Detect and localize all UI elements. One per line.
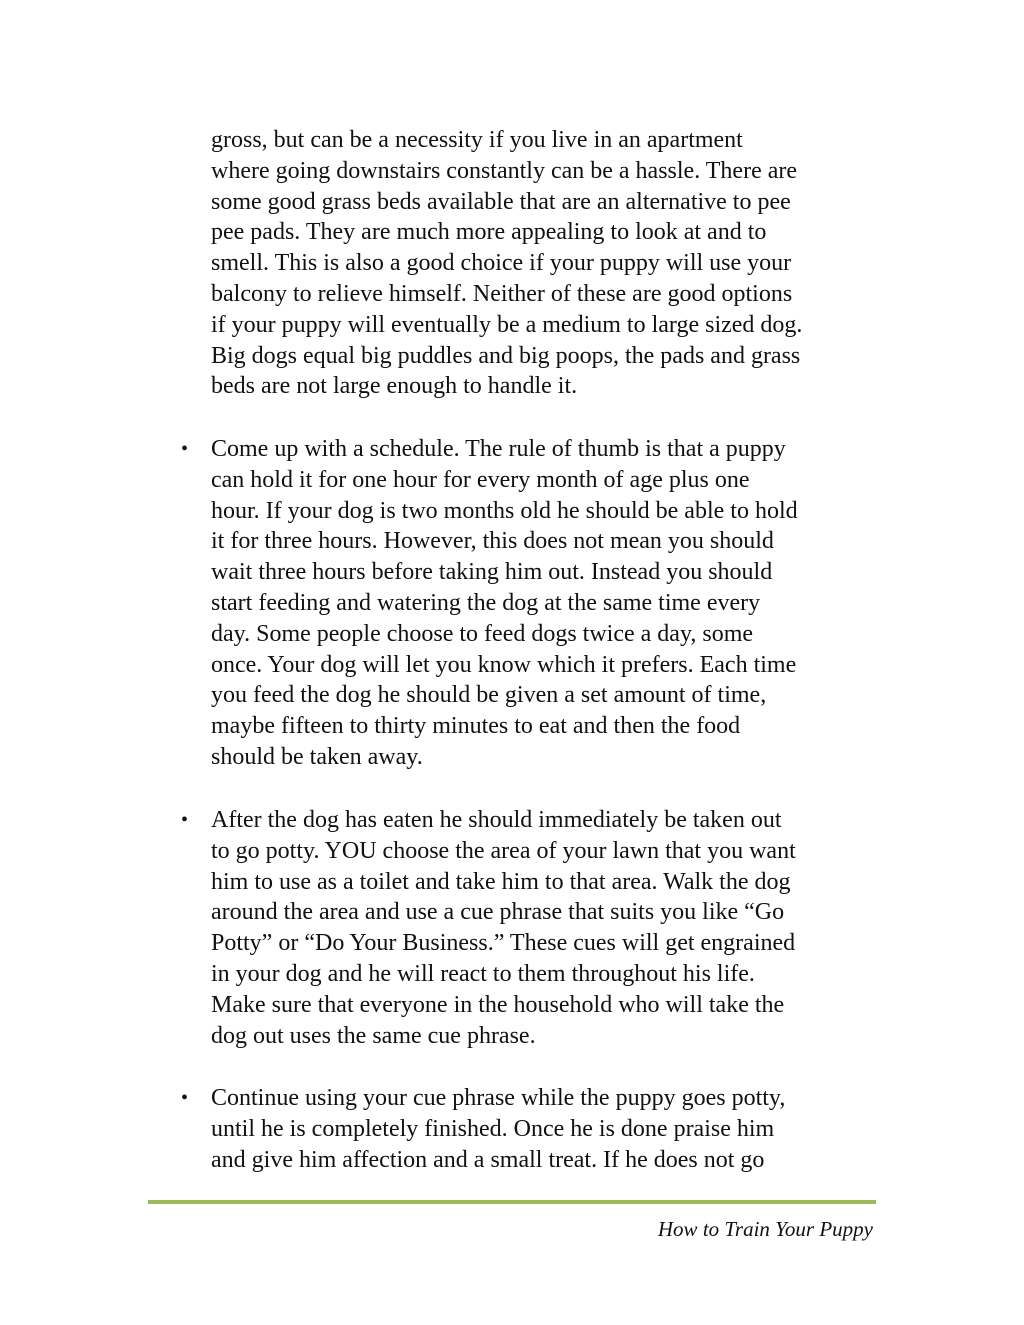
paragraph-line: you feed the dog he should be given a set amount of time, — [211, 682, 767, 709]
paragraph-line: in your dog and he will react to them throughout his life. — [211, 961, 755, 987]
paragraph-line: can hold it for one hour for every month of age plus one — [211, 466, 750, 493]
bullet-icon: • — [181, 809, 189, 831]
paragraph-line: around the area and use a cue phrase that suits you like “Go — [211, 899, 785, 926]
paragraph-line: Come up with a schedule. The rule of thumb is that a puppy — [211, 436, 786, 462]
paragraph-line: balcony to relieve himself. Neither of these are good options — [211, 281, 793, 307]
paragraph-line: and give him affection and a small treat. If he does not go — [211, 1146, 765, 1173]
paragraph-line: should be taken away. — [211, 744, 423, 770]
paragraph-line: Potty” or “Do Your Business.” These cues will get engrained — [211, 930, 796, 957]
paragraph-line: to go potty. YOU choose the area of your lawn that you want — [211, 837, 796, 864]
paragraph-line: After the dog has eaten he should immediately be taken out — [211, 807, 782, 833]
paragraph-line: once. Your dog will let you know which it prefers. Each time — [211, 651, 797, 678]
paragraph-line: hour. If your dog is two months old he should be able to hold — [211, 497, 798, 524]
bullet-icon: • — [181, 1087, 189, 1109]
bullet-icon: • — [181, 438, 189, 460]
footer-rule — [148, 1200, 876, 1204]
paragraph-line: where going downstairs constantly can be a hassle. There are — [211, 157, 798, 184]
paragraph-line: maybe fifteen to thirty minutes to eat and then the food — [211, 713, 741, 740]
paragraph-line: dog out uses the same cue phrase. — [211, 1022, 536, 1049]
paragraph-line: some good grass beds available that are an alternative to pee — [211, 188, 791, 215]
paragraph-line: it for three hours. However, this does not mean you should — [211, 528, 774, 555]
paragraph-line: start feeding and watering the dog at the same time every — [211, 590, 761, 616]
footer-title: How to Train Your Puppy — [657, 1217, 873, 1241]
paragraph-line: gross, but can be a necessity if you live in an apartment — [211, 127, 743, 153]
paragraph-line: Make sure that everyone in the household who will take the — [211, 991, 785, 1018]
paragraph-line: beds are not large enough to handle it. — [211, 373, 578, 400]
paragraph-line: pee pads. They are much more appealing to look at and to — [211, 219, 767, 246]
paragraph-line: Big dogs equal big puddles and big poops, the pads and grass — [211, 342, 801, 369]
paragraph-line: until he is completely finished. Once he is done praise him — [211, 1115, 775, 1142]
paragraph-line: day. Some people choose to feed dogs twice a day, some — [211, 620, 754, 647]
paragraph-line: smell. This is also a good choice if your puppy will use your — [211, 250, 792, 277]
paragraph-line: him to use as a toilet and take him to that area. Walk the dog — [211, 868, 791, 895]
paragraph-line: wait three hours before taking him out. Instead you should — [211, 559, 773, 586]
paragraph-line: if your puppy will eventually be a medium to large sized dog. — [211, 311, 803, 338]
paragraph-line: Continue using your cue phrase while the puppy goes potty, — [211, 1085, 786, 1111]
